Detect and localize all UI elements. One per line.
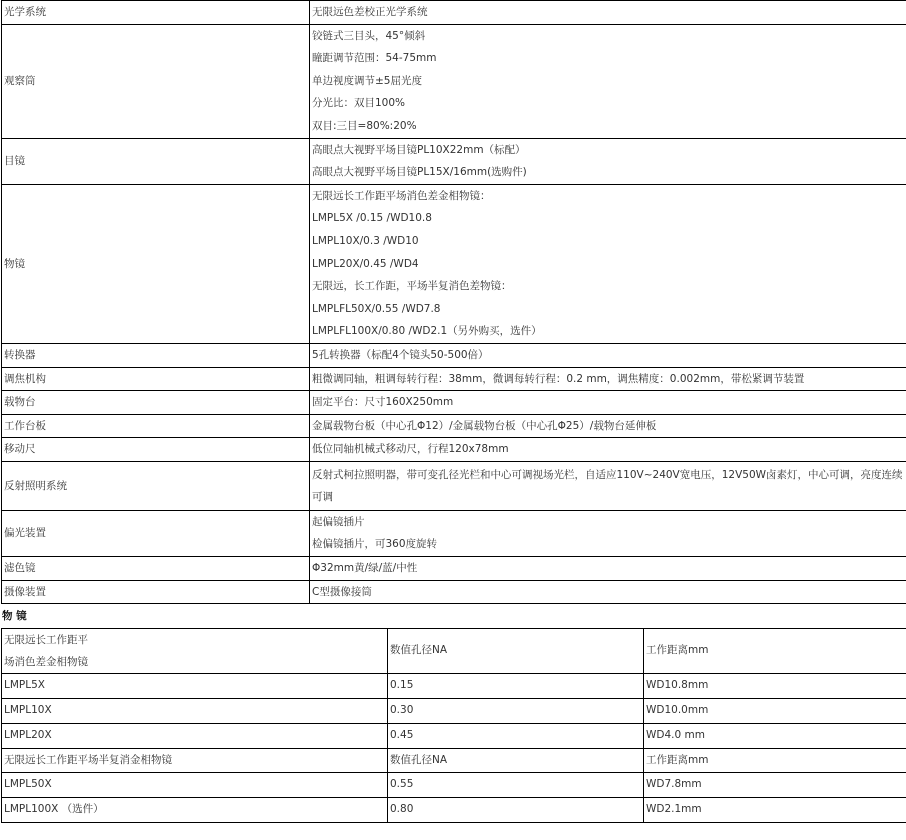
spec-row [2, 391, 906, 415]
objective-row [2, 674, 906, 699]
spec-value-line: 粗微调同轴，粗调每转行程：38mm，微调每转行程：0.2 mm，调焦精度：0.002mm，带松紧调节装置 [312, 372, 805, 385]
objective-model-cell: LMPL50X [2, 773, 388, 798]
spec-value-cell [310, 580, 906, 604]
spec-label: 摄像装置 [2, 580, 310, 604]
spec-value-line: 金属载物台板（中心孔Φ12）/金属载物台板（中心孔Φ25）/载物台延伸板 [312, 419, 657, 432]
spec-row [2, 580, 906, 604]
spec-value-cell [310, 391, 906, 415]
objective-na-cell: 0.80 [388, 798, 644, 823]
spec-value-cell [310, 510, 906, 556]
objective-model-cell: LMPL100X （选件） [2, 798, 388, 823]
spec-label: 观察筒 [2, 24, 310, 138]
spec-value-line: 双目:三目=80%:20% [312, 119, 417, 132]
spec-value-line: LMPL20X/0.45 /WD4 [312, 257, 419, 270]
objective-wd-cell: WD2.1mm [644, 798, 906, 823]
objective-table-body [2, 629, 906, 823]
objective-na-cell: 0.30 [388, 699, 644, 724]
spec-value-line: 高眼点大视野平场目镜PL10X22mm（标配） [312, 143, 526, 156]
objective-header-row [2, 629, 906, 674]
spec-label: 目镜 [2, 138, 310, 184]
spec-value-line: LMPLFL100X/0.80 /WD2.1（另外购买，选件） [312, 325, 542, 338]
spec-label: 偏光装置 [2, 510, 310, 556]
objective-na-cell: 0.55 [388, 773, 644, 798]
spec-row [2, 24, 906, 138]
spec-value-line: 铰链式三目头，45°倾斜 [312, 29, 426, 42]
spec-value-cell [310, 138, 906, 184]
objective-na-cell: 0.15 [388, 674, 644, 699]
spec-row [2, 138, 906, 184]
objective-wd-cell: WD10.0mm [644, 699, 906, 724]
spec-value-line: 瞳距调节范围：54-75mm [312, 52, 437, 65]
objective-wd-cell: WD7.8mm [644, 773, 906, 798]
spec-row [2, 343, 906, 367]
objective-row [2, 699, 906, 724]
spec-label: 转换器 [2, 343, 310, 367]
spec-value-cell [310, 414, 906, 438]
spec-value-cell [310, 438, 906, 462]
objective-header-na-cell: 数值孔径NA [388, 629, 644, 674]
objective-model-cell: LMPL5X [2, 674, 388, 699]
spec-value-line: 无限远长工作距平场消色差金相物镜： [312, 189, 491, 202]
spec-label: 滤色镜 [2, 557, 310, 581]
spec-value-line: 固定平台：尺寸160X250mm [312, 396, 454, 409]
spec-value-line: LMPLFL50X/0.55 /WD7.8 [312, 302, 441, 315]
spec-value-line: 单边视度调节±5屈光度 [312, 74, 422, 87]
objective-wd-cell: WD4.0 mm [644, 723, 906, 748]
spec-value-line: 起偏镜插片 [312, 515, 365, 528]
objective-na-cell: 数值孔径NA [388, 748, 644, 773]
spec-row [2, 1, 906, 25]
spec-row [2, 184, 906, 343]
spec-label: 移动尺 [2, 438, 310, 462]
spec-value-line: C型摄像接筒 [312, 585, 372, 598]
spec-value-line: LMPL5X /0.15 /WD10.8 [312, 212, 432, 225]
spec-table [1, 0, 906, 604]
spec-value-line: 5孔转换器（标配4个镜头50-500倍） [312, 348, 489, 361]
objective-header-type-line: 场消色差金相物镜 [4, 656, 88, 669]
spec-value-line: 检偏镜插片，可360度旋转 [312, 538, 438, 551]
spec-row [2, 367, 906, 391]
spec-row [2, 557, 906, 581]
spec-value-line: LMPL10X/0.3 /WD10 [312, 234, 419, 247]
spec-value-cell [310, 1, 906, 25]
spec-label: 物镜 [2, 184, 310, 343]
spec-label: 光学系统 [2, 1, 310, 25]
objective-wd-cell: WD10.8mm [644, 674, 906, 699]
spec-table-body [2, 1, 906, 604]
objective-header-wd-cell: 工作距离mm [644, 629, 906, 674]
spec-value-line: Φ32mm黄/绿/蓝/中性 [312, 562, 418, 575]
objective-wd-cell: 工作距离mm [644, 748, 906, 773]
spec-value-cell: 反射式柯拉照明器，带可变孔径光栏和中心可调视场光栏，自适应110V~240V宽电压，12V50W卤素灯，中心可调，亮度连续可调 [310, 461, 906, 510]
spec-row [2, 461, 906, 510]
spec-row [2, 414, 906, 438]
objective-na-cell: 0.45 [388, 723, 644, 748]
spec-label: 载物台 [2, 391, 310, 415]
spec-label: 工作台板 [2, 414, 310, 438]
spec-value-line: 低位同轴机械式移动尺，行程120x78mm [312, 443, 509, 456]
objective-row [2, 748, 906, 773]
objective-header-type-line: 无限远长工作距平 [4, 634, 88, 647]
spec-value-cell [310, 24, 906, 138]
objective-row [2, 723, 906, 748]
spec-value-line: 无限远，长工作距，平场半复消色差物镜： [312, 280, 512, 293]
section-heading: 物 镜 [2, 610, 27, 623]
spec-value-cell [310, 184, 906, 343]
spec-value-line: 高眼点大视野平场目镜PL15X/16mm(选购件) [312, 166, 527, 179]
spec-value-line: 分光比：双目100% [312, 97, 406, 110]
objective-header-type-cell [2, 629, 388, 674]
spec-label: 反射照明系统 [2, 461, 310, 510]
objective-model-cell: 无限远长工作距平场半复消金相物镜 [2, 748, 388, 773]
spec-value-cell [310, 367, 906, 391]
objective-table [1, 628, 906, 823]
spec-value-cell [310, 343, 906, 367]
spec-label: 调焦机构 [2, 367, 310, 391]
spec-value-line: 无限远色差校正光学系统 [312, 6, 428, 18]
objective-model-cell: LMPL10X [2, 699, 388, 724]
objective-row [2, 798, 906, 823]
spec-row [2, 510, 906, 556]
spec-row [2, 438, 906, 462]
objective-model-cell: LMPL20X [2, 723, 388, 748]
spec-value-cell [310, 557, 906, 581]
objective-row [2, 773, 906, 798]
